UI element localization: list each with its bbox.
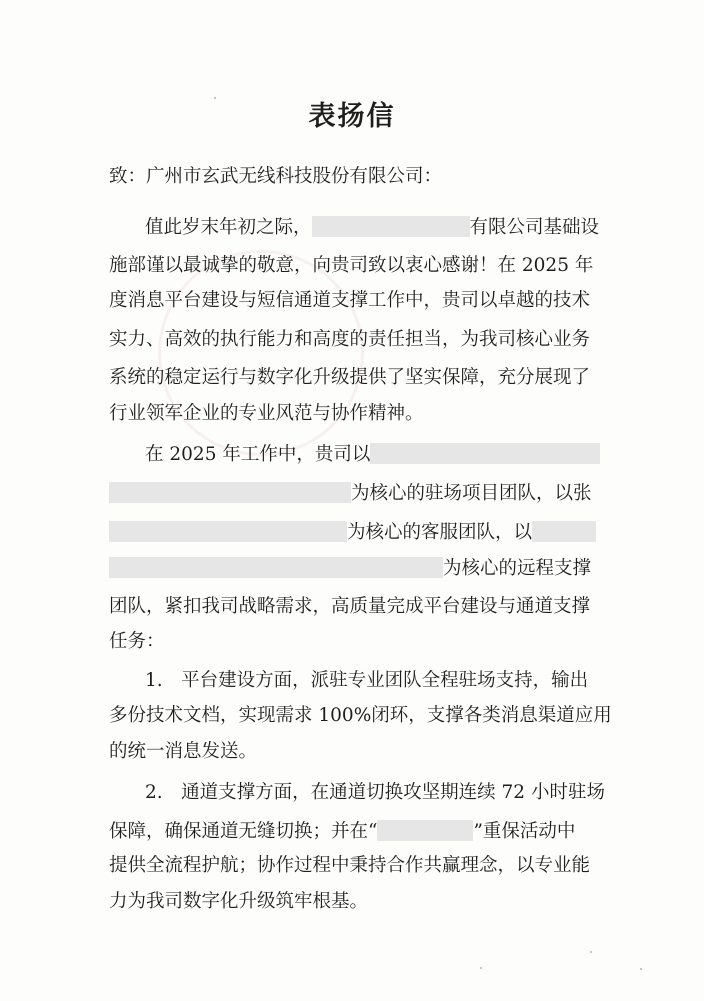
p1-line-1-start: 值此岁末年初之际，: [145, 217, 312, 238]
redaction-block: [370, 443, 600, 464]
p1-line-1: [145, 216, 599, 238]
item-2-line-2: [109, 820, 575, 842]
p1-line-5: 系统的稳定运行与数字化升级提供了坚实保障，充分展现了: [109, 367, 591, 388]
scan-speck: [590, 951, 592, 953]
scan-speck: [480, 967, 482, 969]
p2-line-2-text: 为核心的驻场项目团队，以张: [351, 483, 592, 504]
p2-line-5: 团队，紧扣我司战略需求，高质量完成平台建设与通道支撑: [109, 596, 591, 617]
item-1-line-1: 1. 平台建设方面，派驻专业团队全程驻场支持，输出: [145, 670, 589, 691]
p1-line-6: 行业领军企业的专业风范与协作精神。: [109, 403, 424, 424]
p1-line-3: 度消息平台建设与短信通道支撑工作中，贵司以卓越的技术: [109, 290, 591, 311]
p2-line-6: 任务：: [109, 631, 165, 652]
scan-speck: [640, 968, 642, 970]
p2-line-4-text: 为核心的远程支撑: [443, 558, 592, 579]
p2-line-1-text: 在 2025 年工作中，贵司以: [145, 444, 371, 465]
redaction-block: [109, 482, 351, 503]
item-1-line-3: 的统一消息发送。: [109, 741, 258, 762]
redaction-block: [109, 521, 347, 542]
letter-title: 表扬信: [308, 101, 396, 132]
redaction-block: [377, 820, 473, 841]
p1-line-4: 实力、高效的执行能力和高度的责任担当，为我司核心业务: [109, 329, 591, 350]
p1-line-2: 施部谨以最诚挚的敬意，向贵司致以衷心感谢！在 2025 年: [109, 255, 594, 276]
p1-line-1-end: 有限公司基础设: [469, 217, 600, 238]
salutation: 致：广州市玄武无线科技股份有限公司：: [109, 166, 443, 187]
p2-line-3-text: 为核心的客服团队，以: [347, 522, 533, 543]
redaction-block: [312, 216, 470, 237]
scan-speck: [214, 97, 216, 99]
p2-line-4: [109, 557, 591, 579]
item-1-line-2: 多份技术文档，实现需求 100%闭环，支撑各类消息渠道应用: [109, 705, 612, 726]
item-2-line-1: 2. 通道支撑方面，在通道切换攻坚期连续 72 小时驻场: [145, 782, 605, 803]
p2-line-2: [109, 482, 592, 504]
item-2-line-4: 力为我司数字化升级筑牢根基。: [109, 891, 369, 912]
redaction-block: [109, 557, 443, 578]
p2-line-1: [145, 443, 600, 465]
redaction-block: [532, 521, 596, 542]
p2-line-3: [109, 521, 596, 543]
item-2-line-2-end: ”重保活动中: [473, 821, 576, 842]
item-2-line-2-start: 保障，确保通道无缝切换；并在“: [109, 821, 378, 842]
item-2-line-3: 提供全流程护航；协作过程中秉持合作共赢理念，以专业能: [109, 855, 591, 876]
